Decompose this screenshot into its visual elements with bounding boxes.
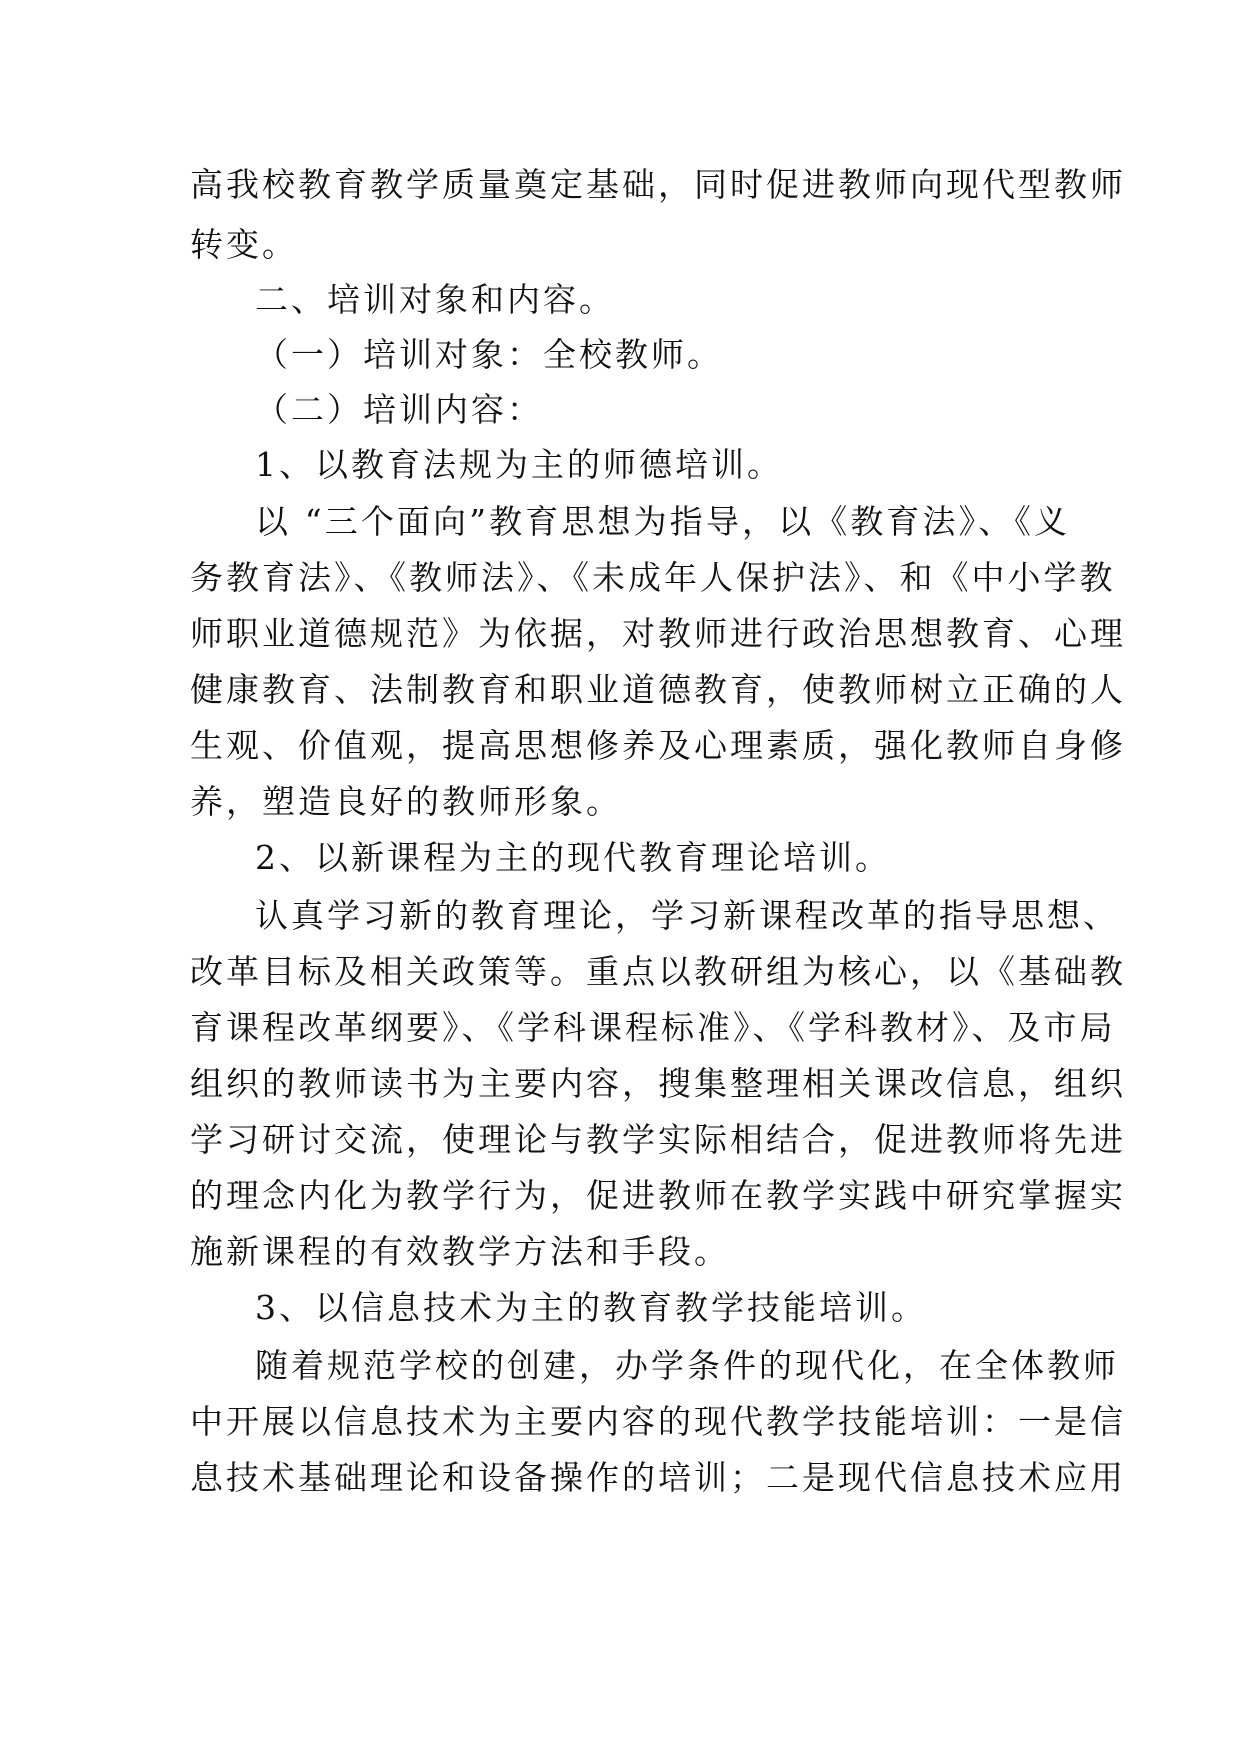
item-heading-2: 2、以新课程为主的现代教育理论培训。 — [255, 838, 891, 877]
subsection-heading-2: （二）培训内容： — [255, 390, 543, 429]
text-line-7: 以 “三个面向”教育思想为指导，以《教育法》、《义 — [255, 502, 1070, 541]
text-line-18: 学习研讨交流，使理论与教学实际相结合，促进教师将先进 — [190, 1120, 1126, 1159]
item-heading-1: 1、以教育法规为主的师德培训。 — [255, 445, 783, 484]
text-line-2: 转变。 — [190, 225, 298, 264]
text-line-19: 的理念内化为教学行为，促进教师在教学实践中研究掌握实 — [190, 1176, 1126, 1215]
text-line-15: 改革目标及相关政策等。重点以教研组为核心，以《基础教 — [190, 952, 1126, 991]
text-line-24: 息技术基础理论和设备操作的培训；二是现代信息技术应用 — [190, 1458, 1126, 1497]
text-line-9: 师职业道德规范》为依据，对教师进行政治思想教育、心理 — [190, 614, 1126, 653]
text-line-11: 生观、价值观，提高思想修养及心理素质，强化教师自身修 — [190, 726, 1126, 765]
subsection-heading-1: （一）培训对象：全校教师。 — [255, 335, 723, 374]
text-line-10: 健康教育、法制教育和职业道德教育，使教师树立正确的人 — [190, 670, 1126, 709]
text-line-20: 施新课程的有效教学方法和手段。 — [190, 1232, 730, 1271]
text-line-17: 组织的教师读书为主要内容，搜集整理相关课改信息，组织 — [190, 1064, 1126, 1103]
text-line-1: 高我校教育教学质量奠定基础，同时促进教师向现代型教师 — [190, 165, 1126, 204]
text-line-12: 养，塑造良好的教师形象。 — [190, 782, 622, 821]
text-line-16: 育课程改革纲要》、《学科课程标准》、《学科教材》、及市局 — [190, 1008, 1116, 1047]
section-heading: 二、培训对象和内容。 — [255, 280, 615, 319]
text-line-8: 务教育法》、《教师法》、《未成年人保护法》、和《中小学教 — [190, 558, 1116, 597]
text-line-14: 认真学习新的教育理论，学习新课程改革的指导思想、 — [255, 896, 1119, 935]
text-line-23: 中开展以信息技术为主要内容的现代教学技能培训：一是信 — [190, 1402, 1126, 1441]
text-line-22: 随着规范学校的创建，办学条件的现代化，在全体教师 — [255, 1346, 1119, 1385]
item-heading-3: 3、以信息技术为主的教育教学技能培训。 — [255, 1288, 927, 1327]
